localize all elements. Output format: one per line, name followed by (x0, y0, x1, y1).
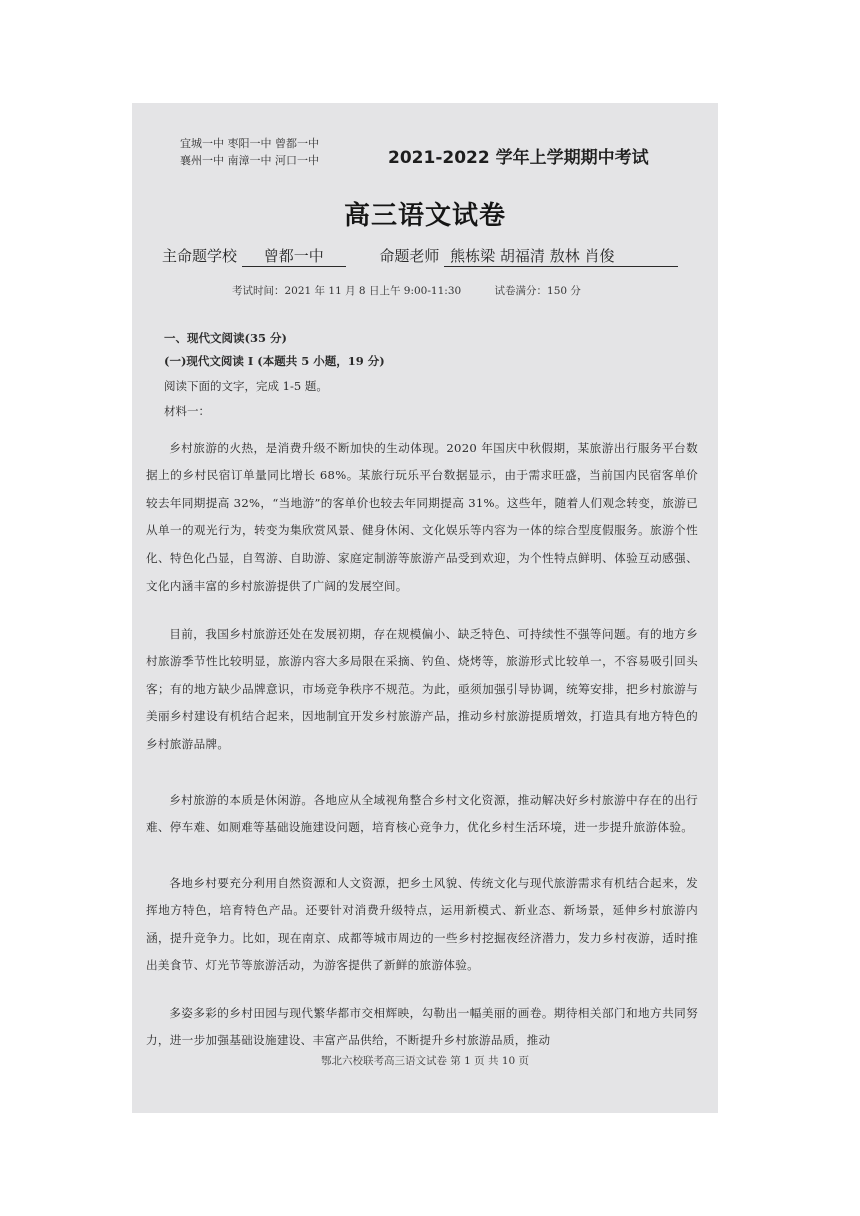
school-value: 曾都一中 (242, 245, 346, 267)
author-line (162, 245, 678, 267)
body-paragraph: 各地乡村要充分利用自然资源和人文资源，把乡土风貌、传统文化与现代旅游需求有机结合起来，发挥地方特色，培育特色产品。还要针对消费升级特点，运用新模式、新业态、新场景，延伸乡村旅游内涵，提升竞争力。比如，现在南京、成都等城市周边的一些乡村挖掘夜经济潜力，发力乡村夜游，适时推出美食节、灯光节等旅游活动，为游客提供了新鲜的旅游体验。 (146, 875, 698, 973)
school-label: 主命题学校 (162, 247, 238, 265)
body-paragraph: 目前，我国乡村旅游还处在发展初期，存在规模偏小、缺乏特色、可持续性不强等问题。有的地方乡村旅游季节性比较明显，旅游内容大多局限在采摘、钓鱼、烧烤等，旅游形式比较单一，不容易吸引回头客；有的地方缺少品牌意识，市场竞争秩序不规范。为此，亟须加强引导协调，统筹安排，把乡村旅游与美丽乡村建设有机结合起来，因地制宜开发乡村旅游产品，推动乡村旅游提质增效，打造具有地方特色的乡村旅游品牌。 (146, 626, 698, 751)
teacher-value: 熊栋梁 胡福清 敖林 肖俊 (444, 245, 678, 267)
reading-instruction: 阅读下面的文字，完成 1-5 题。 (164, 379, 328, 393)
schools-line-2: 襄州一中 南漳一中 河口一中 (180, 154, 319, 167)
body-paragraph: 乡村旅游的火热，是消费升级不断加快的生动体现。2020 年国庆中秋假期，某旅游出行服务平台数据上的乡村民宿订单量同比增长 68%。某旅行玩乐平台数据显示，由于需求旺盛，当前国内民宿客单价较去年同期提高 32%，“当地游”的客单价也较去年同期提高 31%。这些年，随着人们观念转变，旅游已从单一的观光行为，转变为集欣赏风景、健身休闲、文化娱乐等内容为一体的综合型度假服务。旅游个性化、特色化凸显，自驾游、自助游、家庭定制游等旅游产品受到欢迎，为个性特点鲜明、体验互动感强、文化内涵丰富的乡村旅游提供了广阔的发展空间。 (146, 440, 698, 593)
exam-paper-page (132, 103, 718, 1113)
full-score: 试卷满分：150 分 (494, 285, 581, 297)
teacher-label: 命题老师 (379, 247, 440, 265)
subsection-heading: (一)现代文阅读 I (本题共 5 小题，19 分) (164, 354, 385, 368)
exam-title: 2021-2022 学年上学期期中考试 (388, 148, 649, 168)
paper-title: 高三语文试卷 (343, 201, 506, 231)
material-label: 材料一： (164, 404, 210, 418)
page-footer: 鄂北六校联考高三语文试卷 第 1 页 共 10 页 (320, 1055, 530, 1067)
participating-schools (180, 135, 319, 169)
body-paragraph: 多姿多彩的乡村田园与现代繁华都市交相辉映，勾勒出一幅美丽的画卷。期待相关部门和地方共同努力，进一步加强基础设施建设、丰富产品供给，不断提升乡村旅游品质，推动 (146, 1005, 698, 1048)
schools-line-1: 宜城一中 枣阳一中 曾都一中 (180, 137, 319, 150)
exam-time: 考试时间：2021 年 11 月 8 日上午 9:00-11:30 (232, 285, 462, 297)
body-paragraph: 乡村旅游的本质是休闲游。各地应从全域视角整合乡村文化资源，推动解决好乡村旅游中存在的出行难、停车难、如厕难等基础设施建设问题，培育核心竞争力，优化乡村生活环境，进一步提升旅游体验。 (146, 792, 698, 835)
section-heading: 一、现代文阅读(35 分) (164, 331, 287, 345)
exam-meta (232, 283, 581, 298)
